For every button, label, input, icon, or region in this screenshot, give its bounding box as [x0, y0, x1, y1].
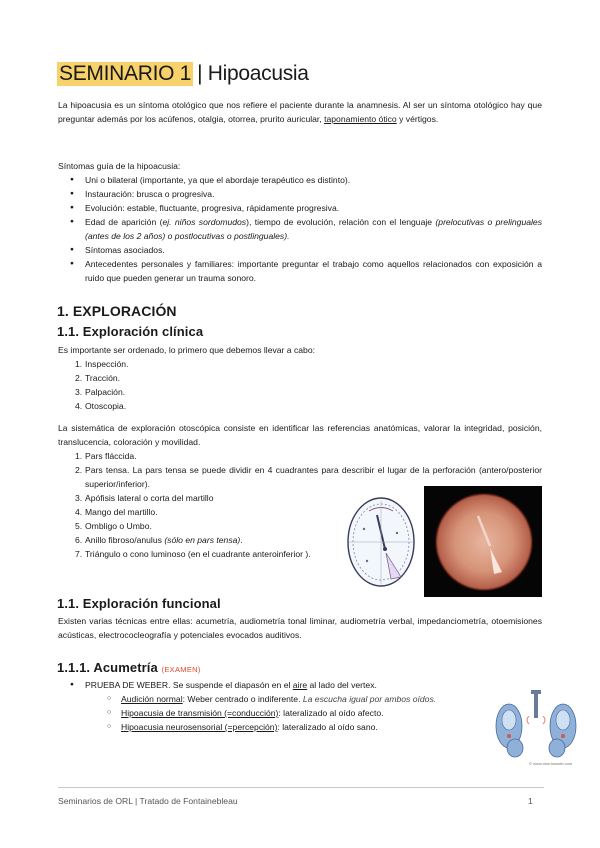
list-item [58, 385, 358, 399]
sub-term: Audición normal [121, 694, 183, 704]
intro-underlined: taponamiento ótico [324, 114, 397, 124]
weber-text-end: al lado del vertex. [307, 680, 377, 690]
title-highlight: SEMINARIO 1 [59, 62, 192, 85]
sub-list-item [85, 706, 488, 720]
figure-caption: © www.otorrinoweb.com [529, 761, 573, 766]
weber-sublist [85, 692, 488, 734]
sub-list-item [85, 692, 488, 706]
item-number: 7. [75, 549, 83, 559]
list-item: ● Antecedentes personales y familiares: importante preguntar el trabajo como aquellos relacionados con exposición a ruido que pueden generar un trauma sonoro. [58, 257, 542, 285]
item-text: Pars tensa. La pars tensa se puede dividir en 4 cuadrantes para describir el lugar de la perforación (antero/posterior superior/inferior). [85, 465, 542, 489]
tympanic-diagram-image [339, 489, 423, 595]
sub-list-item [85, 720, 488, 734]
otoscopy-parts-top [58, 449, 542, 491]
functional-paragraph: Existen varias técnicas entre ellas: acumetría, audiometría tonal liminar, audiometría verbal, impedanciometría, otoemisiones acústicas, electrococleografía y potenciales evocados auditivos. [58, 616, 542, 640]
item-text: Tracción. [85, 373, 121, 383]
list-item [58, 491, 334, 505]
clinical-intro: Es importante ser ordenado, lo primero que debemos llevar a cabo: [58, 345, 315, 355]
item-text: Ombligo o Umbo. [85, 521, 152, 531]
age-text: Edad de aparición ( [85, 217, 163, 227]
list-item [58, 533, 334, 547]
list-item [58, 399, 358, 413]
list-item [58, 505, 334, 519]
age-note: (prelocutivas o prelinguales (antes de los 2 años) o postlocutivas o postlinguales). [85, 217, 542, 241]
item-text: Anillo fibroso/anulus [85, 535, 165, 545]
list-item [58, 547, 334, 561]
acumetria-title: 1.1.1. Acumetría [57, 660, 158, 675]
intro-text: La hipoacusia es un síntoma otológico que nos refiere el paciente durante la anamnesis. Al ser un síntoma otológico hay que preguntar además por los acúfenos, otalgia, otorrea, prurito auricular, [58, 100, 542, 124]
item-text: Pars fláccida. [85, 451, 137, 461]
item-text: Mango del martillo. [85, 507, 158, 517]
item-text: Triángulo o cono luminoso (en el cuadrante anteroinferior ). [85, 549, 311, 559]
item-text: Apófisis lateral o corta del martillo [85, 493, 214, 503]
sub-note: La escucha igual por ambos oídos. [302, 694, 437, 704]
otoscopy-parts-bottom [58, 491, 334, 561]
weber-text: PRUEBA DE WEBER. Se suspende el diapasón en el [85, 680, 293, 690]
list-item [58, 357, 358, 371]
list-item: ● Instauración: brusca o progresiva. [58, 187, 542, 201]
page-title [57, 59, 309, 89]
list-item: ● Síntomas asociados. [58, 243, 542, 257]
section-heading: 1. EXPLORACIÓN [57, 303, 177, 319]
sub-text: : lateralizado al oído afecto. [278, 708, 384, 718]
item-number: 6. [75, 535, 83, 545]
title-rest: | Hipoacusia [197, 62, 309, 85]
footer-divider [58, 787, 544, 788]
intro-text-end: y vértigos. [396, 114, 439, 124]
otoscopy-photo [424, 486, 542, 597]
sub-term: Hipoacusia neurosensorial (=percepción) [121, 722, 278, 732]
weber-test-figure [489, 686, 585, 768]
list-item [58, 215, 542, 243]
subsubsection-heading-acumetria [57, 660, 201, 675]
guide-list [58, 173, 542, 285]
tympanic-diagram-icon [339, 489, 423, 595]
list-item [58, 678, 488, 734]
age-example: ej. niños sordomudos [162, 217, 247, 227]
sub-term: Hipoacusia de transmisión (=conducción) [121, 708, 279, 718]
item-number: 4. [75, 401, 83, 411]
sub-text: : lateralizado al oído sano. [277, 722, 378, 732]
item-text-end: . [240, 535, 243, 545]
guide-heading: Síntomas guía de la hipoacusia: [58, 161, 181, 171]
otoscopy-paragraph: La sistemática de exploración otoscópica consiste en identificar las referencias anatómicas, valorar la integridad, posición, translucencia, coloración y movilidad. [58, 423, 542, 447]
ear-anatomy-icon [489, 686, 585, 768]
subsection-heading-clinical: 1.1. Exploración clínica [57, 324, 204, 339]
eardrum-photo-icon [424, 486, 542, 597]
weber-underlined: aire [292, 680, 308, 690]
acumetria-list [58, 678, 488, 734]
list-item [58, 519, 334, 533]
item-number: 3. [75, 387, 83, 397]
item-number: 1. [75, 451, 83, 461]
item-number: 1. [75, 359, 83, 369]
item-text: Otoscopia. [85, 401, 127, 411]
item-number: 4. [75, 507, 83, 517]
item-number: 3. [75, 493, 83, 503]
list-item [58, 449, 542, 463]
footer-text: Seminarios de ORL | Tratado de Fontainebleau [58, 796, 238, 806]
page-number: 1 [528, 796, 533, 806]
list-item: ● Evolución: estable, fluctuante, progresiva, rápidamente progresiva. [58, 201, 542, 215]
sub-text: : Weber centrado o indiferente. [182, 694, 303, 704]
exam-badge: (EXAMEN) [161, 665, 201, 674]
item-note: (sólo en pars tensa) [164, 535, 241, 545]
item-text: Palpación. [85, 387, 126, 397]
item-text: Inspección. [85, 359, 129, 369]
item-number: 2. [75, 465, 83, 475]
age-text-2: ), tiempo de evolución, relación con el lenguaje [246, 217, 436, 227]
list-item: ● Uni o bilateral (importante, ya que el abordaje terapéutico es distinto). [58, 173, 542, 187]
intro-paragraph [58, 98, 542, 126]
clinical-steps [58, 357, 358, 413]
list-item [58, 371, 358, 385]
item-number: 5. [75, 521, 83, 531]
subsection-heading-functional: 1.1. Exploración funcional [57, 596, 221, 611]
item-number: 2. [75, 373, 83, 383]
